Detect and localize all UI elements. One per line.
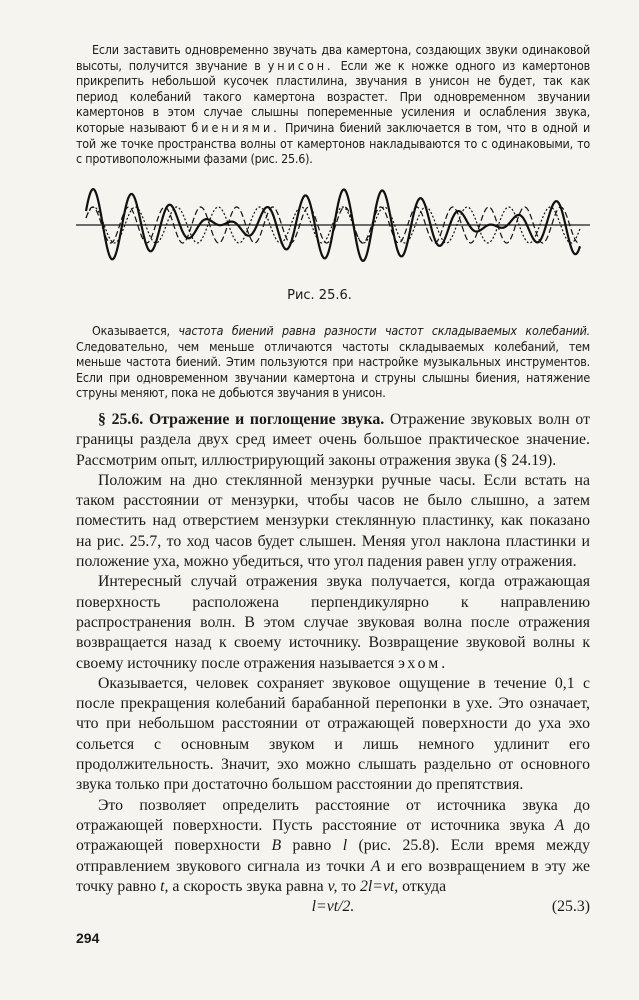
paragraph-distance: Это позволяет определить расстояние от источника звука до отражающей поверхности. Пусть расстояние от источника звука A до отражающей поверхности B равно l (рис. 25.8). Если время между отправлением звукового сигнала из точки A и его возвращением в эту же точку равно t, а скорость звука равна v, то 2l=vt, откуда (76, 796, 590, 895)
term-unison: унисон. (267, 57, 334, 73)
formula-line (76, 897, 590, 919)
after-figure-paragraph: Оказывается, частота биений равна разности частот складываемых колебаний. Следовательно, чем меньше отличаются частоты складываемых колебаний, тем меньше частота биений. Этим пользуются при настройке музыкальных инструментов. Если при одновременном звучании камертона и струны слышны биения, натяжение струны меняют, пока не добьются звучания в унисон. (76, 323, 590, 401)
paragraph-echo-definition: Интересный случай отражения звука получается, когда отражающая поверхность расположена перпендикулярно к направлению распространения волн. В этом случае звуковая волна после отражения возвращается назад к своему источнику. Возвращение звуковой волны к своему источнику после отражения называется эхом. (76, 573, 590, 672)
section-lead-paragraph: § 25.6. Отражение и поглощение звука. Отражение звуковых волн от границы раздела двух сред имеет очень большое практическое значение. Рассмотрим опыт, иллюстрирующий законы отражения звука (§ 24.19). (76, 411, 590, 469)
formula: l=vt/2. (311, 898, 355, 916)
term-echo: эхом. (398, 654, 449, 672)
beats-figure (76, 178, 590, 298)
intro-paragraph: Если заставить одновременно звучать два камертона, создающих звуки одинаковой высоты, получится звучание в унисон. Если же к ножке одного из камертонов прикрепить небольшой кусочек пластилина, звучания в унисон не будет, так как период колебаний такого камертона возрастет. При одновременном звучании камертонов в этом случае слышны попеременные усиления и ослабления звука, которые называют биениями. Причина биений заключается в том, что в одной и той же точке пространства волны от камертонов накладываются то с одинаковыми, то с противоположными фазами (рис. 25.6). (76, 42, 591, 167)
section-text (76, 410, 590, 919)
paragraph-echo-perception: Оказывается, человек сохраняет звуковое ощущение в течение 0,1 с после прекращения колебаний барабанной перепонки в ухе. Это означает, что при небольшом расстоянии от отражающей поверхности до уха эхо сольется с основным звуком и лишь немного удлинит его продолжительность. Значит, эхо можно слышать раздельно от основного звука только при достаточно большом расстоянии до препятствия. (76, 674, 590, 794)
section-title: § 25.6. Отражение и поглощение звука. (98, 411, 385, 428)
beat-frequency-rule: частота биений равна разности частот складываемых колебаний. (178, 323, 590, 338)
equation-number: (25.3) (551, 898, 590, 916)
paragraph-watch-experiment: Положим на дно стеклянной мензурки ручные часы. Если встать на таком расстоянии от мензурки, чтобы часов не было слышно, а затем поместить над отверстием мензурки стеклянную пластинку, как показано на рис. 25.7, то ход часов будет слышен. Меняя угол наклона пластинки и положение уха, можно убедиться, что угол падения равен углу отражения. (76, 471, 590, 571)
term-beats: биениями. (191, 119, 280, 135)
page-number: 294 (76, 930, 100, 946)
intro-text (76, 42, 590, 167)
figure-caption: Рис. 25.6. (287, 288, 352, 303)
after-figure-text (76, 323, 590, 401)
